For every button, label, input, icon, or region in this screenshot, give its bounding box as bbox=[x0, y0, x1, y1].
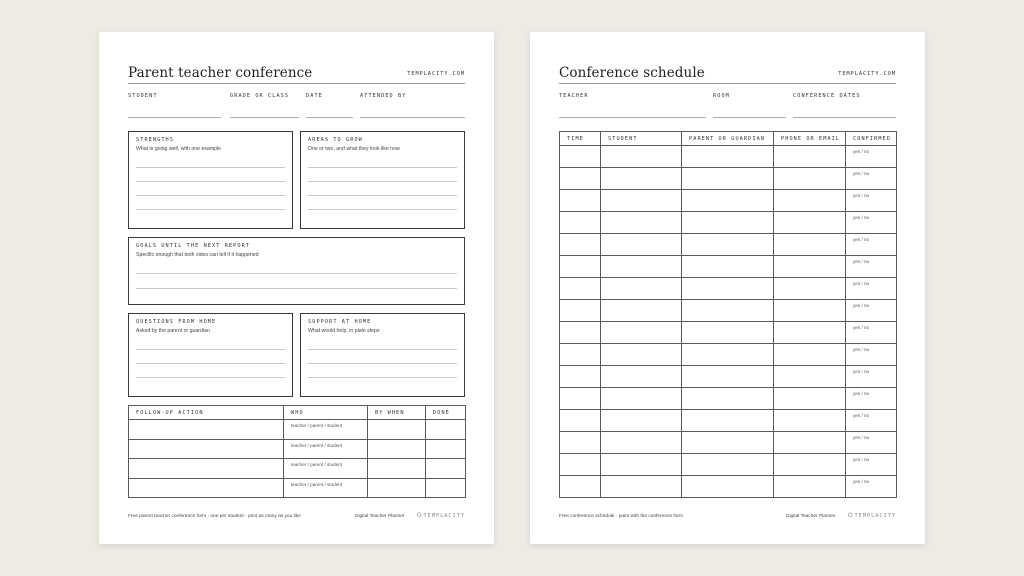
schedule-header-row bbox=[560, 132, 897, 146]
write-line bbox=[136, 167, 285, 168]
write-line bbox=[308, 377, 457, 378]
schedule-title: Conference schedule bbox=[559, 65, 705, 81]
write-line bbox=[308, 167, 457, 168]
strengths-box[interactable] bbox=[128, 131, 293, 229]
schedule-contact-cell[interactable] bbox=[774, 278, 846, 300]
areas-heading: AREAS TO GROW bbox=[308, 137, 363, 143]
followup-col-who: WHO bbox=[284, 406, 368, 420]
areas-to-grow-box[interactable] bbox=[300, 131, 465, 229]
schedule-time-cell[interactable] bbox=[560, 234, 601, 256]
write-line bbox=[136, 377, 285, 378]
schedule-row bbox=[560, 234, 897, 256]
schedule-contact-cell[interactable] bbox=[774, 344, 846, 366]
schedule-row bbox=[560, 388, 897, 410]
schedule-confirmed-cell[interactable]: yes / no bbox=[846, 256, 897, 278]
schedule-confirmed-cell[interactable]: yes / no bbox=[846, 278, 897, 300]
schedule-time-cell[interactable] bbox=[560, 454, 601, 476]
schedule-table bbox=[559, 131, 897, 498]
write-line bbox=[136, 349, 285, 350]
schedule-parent-cell[interactable] bbox=[682, 476, 774, 498]
followup-who-cell[interactable]: teacher / parent / student bbox=[284, 420, 368, 440]
schedule-parent-cell[interactable] bbox=[682, 146, 774, 168]
schedule-student-cell[interactable] bbox=[601, 146, 682, 168]
schedule-row bbox=[560, 476, 897, 498]
write-line bbox=[136, 273, 457, 274]
room-write-line[interactable] bbox=[713, 117, 786, 118]
grade-write-line[interactable] bbox=[230, 117, 299, 118]
schedule-time-cell[interactable] bbox=[560, 278, 601, 300]
logo-text: TEMPLACITY bbox=[423, 513, 465, 519]
schedule-student-cell[interactable] bbox=[601, 454, 682, 476]
schedule-row bbox=[560, 256, 897, 278]
followup-who-cell[interactable]: teacher / parent / student bbox=[284, 439, 368, 459]
schedule-contact-cell[interactable] bbox=[774, 410, 846, 432]
schedule-confirmed-cell[interactable]: yes / no bbox=[846, 234, 897, 256]
schedule-student-cell[interactable] bbox=[601, 168, 682, 190]
followup-action-cell[interactable] bbox=[129, 459, 284, 479]
schedule-confirmed-cell[interactable]: yes / no bbox=[846, 146, 897, 168]
templacity-logo-icon: ʘ bbox=[847, 512, 854, 519]
schedule-contact-cell[interactable] bbox=[774, 388, 846, 410]
goals-box[interactable] bbox=[128, 237, 465, 305]
schedule-parent-cell[interactable] bbox=[682, 168, 774, 190]
schedule-footer-planner: Digital Teacher Planner bbox=[786, 514, 836, 519]
form-footer-planner: Digital Teacher Planner bbox=[355, 514, 405, 519]
support-heading: SUPPORT AT HOME bbox=[308, 319, 372, 325]
schedule-contact-cell[interactable] bbox=[774, 300, 846, 322]
followup-by-when-cell[interactable] bbox=[368, 439, 426, 459]
followup-col-by-when: BY WHEN bbox=[368, 406, 426, 420]
schedule-confirmed-cell[interactable]: yes / no bbox=[846, 476, 897, 498]
schedule-row bbox=[560, 146, 897, 168]
schedule-time-cell[interactable] bbox=[560, 344, 601, 366]
schedule-student-cell[interactable] bbox=[601, 432, 682, 454]
followup-col-action: FOLLOW-UP ACTION bbox=[129, 406, 284, 420]
write-line bbox=[136, 209, 285, 210]
schedule-parent-cell[interactable] bbox=[682, 454, 774, 476]
write-line bbox=[136, 288, 457, 289]
schedule-student-cell[interactable] bbox=[601, 322, 682, 344]
schedule-parent-cell[interactable] bbox=[682, 366, 774, 388]
schedule-row bbox=[560, 168, 897, 190]
strengths-subtitle: What is going well, with one example bbox=[136, 146, 222, 152]
schedule-time-cell[interactable] bbox=[560, 432, 601, 454]
schedule-student-cell[interactable] bbox=[601, 256, 682, 278]
schedule-time-cell[interactable] bbox=[560, 212, 601, 234]
followup-table bbox=[128, 405, 466, 498]
schedule-student-cell[interactable] bbox=[601, 366, 682, 388]
schedule-student-cell[interactable] bbox=[601, 278, 682, 300]
schedule-confirmed-cell[interactable]: yes / no bbox=[846, 432, 897, 454]
schedule-student-cell[interactable] bbox=[601, 388, 682, 410]
field-label-teacher: TEACHER bbox=[559, 93, 589, 99]
date-write-line[interactable] bbox=[306, 117, 353, 118]
schedule-row bbox=[560, 454, 897, 476]
conference-schedule-page bbox=[530, 32, 925, 544]
schedule-confirmed-cell[interactable]: yes / no bbox=[846, 300, 897, 322]
followup-row bbox=[129, 420, 466, 440]
write-line bbox=[308, 181, 457, 182]
schedule-parent-cell[interactable] bbox=[682, 234, 774, 256]
goals-subtitle: Specific enough that both sides can tell if it happened bbox=[136, 252, 259, 258]
form-title: Parent teacher conference bbox=[128, 65, 313, 81]
schedule-contact-cell[interactable] bbox=[774, 168, 846, 190]
schedule-parent-cell[interactable] bbox=[682, 388, 774, 410]
field-label-room: ROOM bbox=[713, 93, 730, 99]
write-line bbox=[308, 349, 457, 350]
schedule-parent-cell[interactable] bbox=[682, 344, 774, 366]
schedule-time-cell[interactable] bbox=[560, 168, 601, 190]
schedule-col-contact: PHONE OR EMAIL bbox=[774, 132, 846, 146]
schedule-student-cell[interactable] bbox=[601, 410, 682, 432]
schedule-time-cell[interactable] bbox=[560, 300, 601, 322]
teacher-write-line[interactable] bbox=[559, 117, 706, 118]
field-label-dates: CONFERENCE DATES bbox=[793, 93, 861, 99]
schedule-contact-cell[interactable] bbox=[774, 190, 846, 212]
form-footer-logo bbox=[417, 512, 465, 519]
schedule-contact-cell[interactable] bbox=[774, 476, 846, 498]
schedule-student-cell[interactable] bbox=[601, 344, 682, 366]
followup-col-done: DONE bbox=[426, 406, 466, 420]
schedule-time-cell[interactable] bbox=[560, 388, 601, 410]
write-line bbox=[308, 363, 457, 364]
goals-heading: GOALS UNTIL THE NEXT REPORT bbox=[136, 243, 251, 249]
schedule-time-cell[interactable] bbox=[560, 146, 601, 168]
schedule-brand: TEMPLACITY.COM bbox=[838, 71, 896, 77]
schedule-row bbox=[560, 300, 897, 322]
schedule-student-cell[interactable] bbox=[601, 476, 682, 498]
field-label-date: DATE bbox=[306, 93, 323, 99]
schedule-contact-cell[interactable] bbox=[774, 256, 846, 278]
field-label-student: STUDENT bbox=[128, 93, 158, 99]
followup-done-cell[interactable] bbox=[426, 439, 466, 459]
schedule-row bbox=[560, 190, 897, 212]
schedule-footer-note: Free conference schedule · pairs with the conference form bbox=[559, 514, 683, 519]
schedule-time-cell[interactable] bbox=[560, 322, 601, 344]
title-divider bbox=[128, 83, 465, 84]
schedule-confirmed-cell[interactable]: yes / no bbox=[846, 212, 897, 234]
schedule-contact-cell[interactable] bbox=[774, 234, 846, 256]
followup-row bbox=[129, 478, 466, 498]
schedule-parent-cell[interactable] bbox=[682, 190, 774, 212]
schedule-row bbox=[560, 344, 897, 366]
schedule-confirmed-cell[interactable]: yes / no bbox=[846, 366, 897, 388]
schedule-row bbox=[560, 432, 897, 454]
followup-who-cell[interactable]: teacher / parent / student bbox=[284, 478, 368, 498]
schedule-time-cell[interactable] bbox=[560, 476, 601, 498]
schedule-confirmed-cell[interactable]: yes / no bbox=[846, 344, 897, 366]
write-line bbox=[308, 209, 457, 210]
schedule-time-cell[interactable] bbox=[560, 366, 601, 388]
questions-box[interactable] bbox=[128, 313, 293, 397]
schedule-parent-cell[interactable] bbox=[682, 432, 774, 454]
followup-done-cell[interactable] bbox=[426, 420, 466, 440]
schedule-col-parent: PARENT OR GUARDIAN bbox=[682, 132, 774, 146]
schedule-col-student: STUDENT bbox=[601, 132, 682, 146]
dates-write-line[interactable] bbox=[793, 117, 896, 118]
followup-who-cell[interactable]: teacher / parent / student bbox=[284, 459, 368, 479]
schedule-parent-cell[interactable] bbox=[682, 322, 774, 344]
schedule-confirmed-cell[interactable]: yes / no bbox=[846, 190, 897, 212]
schedule-parent-cell[interactable] bbox=[682, 278, 774, 300]
schedule-confirmed-cell[interactable]: yes / no bbox=[846, 322, 897, 344]
schedule-contact-cell[interactable] bbox=[774, 146, 846, 168]
schedule-col-time: TIME bbox=[560, 132, 601, 146]
form-brand: TEMPLACITY.COM bbox=[407, 71, 465, 77]
followup-rows bbox=[129, 420, 466, 498]
schedule-time-cell[interactable] bbox=[560, 190, 601, 212]
schedule-row bbox=[560, 366, 897, 388]
questions-heading: QUESTIONS FROM HOME bbox=[136, 319, 217, 325]
followup-row bbox=[129, 439, 466, 459]
support-subtitle: What would help, in plain steps bbox=[308, 328, 380, 334]
templacity-logo-icon: ʘ bbox=[416, 512, 423, 519]
followup-row bbox=[129, 459, 466, 479]
logo-text: TEMPLACITY bbox=[854, 513, 896, 519]
schedule-row bbox=[560, 322, 897, 344]
strengths-heading: STRENGTHS bbox=[136, 137, 175, 143]
title-divider bbox=[559, 83, 896, 84]
schedule-confirmed-cell[interactable]: yes / no bbox=[846, 410, 897, 432]
schedule-time-cell[interactable] bbox=[560, 256, 601, 278]
schedule-row bbox=[560, 410, 897, 432]
write-line bbox=[308, 195, 457, 196]
schedule-footer-logo bbox=[848, 512, 896, 519]
followup-by-when-cell[interactable] bbox=[368, 478, 426, 498]
areas-subtitle: One or two, and what they look like now bbox=[308, 146, 400, 152]
followup-action-cell[interactable] bbox=[129, 439, 284, 459]
followup-done-cell[interactable] bbox=[426, 459, 466, 479]
student-write-line[interactable] bbox=[128, 117, 221, 118]
followup-header-row bbox=[129, 406, 466, 420]
schedule-student-cell[interactable] bbox=[601, 212, 682, 234]
followup-by-when-cell[interactable] bbox=[368, 420, 426, 440]
schedule-row bbox=[560, 278, 897, 300]
questions-subtitle: Asked by the parent or guardian bbox=[136, 328, 210, 334]
write-line bbox=[136, 363, 285, 364]
schedule-time-cell[interactable] bbox=[560, 410, 601, 432]
schedule-contact-cell[interactable] bbox=[774, 322, 846, 344]
followup-done-cell[interactable] bbox=[426, 478, 466, 498]
schedule-confirmed-cell[interactable]: yes / no bbox=[846, 454, 897, 476]
schedule-parent-cell[interactable] bbox=[682, 256, 774, 278]
schedule-row bbox=[560, 212, 897, 234]
schedule-contact-cell[interactable] bbox=[774, 454, 846, 476]
schedule-confirmed-cell[interactable]: yes / no bbox=[846, 388, 897, 410]
schedule-col-confirmed: CONFIRMED bbox=[846, 132, 897, 146]
schedule-student-cell[interactable] bbox=[601, 234, 682, 256]
support-box[interactable] bbox=[300, 313, 465, 397]
attended-write-line[interactable] bbox=[360, 117, 465, 118]
schedule-contact-cell[interactable] bbox=[774, 432, 846, 454]
schedule-rows bbox=[560, 146, 897, 498]
write-line bbox=[136, 181, 285, 182]
schedule-student-cell[interactable] bbox=[601, 190, 682, 212]
field-label-attended: ATTENDED BY bbox=[360, 93, 407, 99]
followup-by-when-cell[interactable] bbox=[368, 459, 426, 479]
schedule-parent-cell[interactable] bbox=[682, 212, 774, 234]
conference-form-page bbox=[99, 32, 494, 544]
schedule-contact-cell[interactable] bbox=[774, 212, 846, 234]
schedule-parent-cell[interactable] bbox=[682, 300, 774, 322]
write-line bbox=[136, 195, 285, 196]
schedule-parent-cell[interactable] bbox=[682, 410, 774, 432]
schedule-confirmed-cell[interactable]: yes / no bbox=[846, 168, 897, 190]
followup-action-cell[interactable] bbox=[129, 420, 284, 440]
followup-action-cell[interactable] bbox=[129, 478, 284, 498]
schedule-contact-cell[interactable] bbox=[774, 366, 846, 388]
form-footer-note: Free parent teacher conference form · one per student · print as many as you like bbox=[128, 514, 301, 519]
field-label-grade: GRADE OR CLASS bbox=[230, 93, 290, 99]
schedule-student-cell[interactable] bbox=[601, 300, 682, 322]
